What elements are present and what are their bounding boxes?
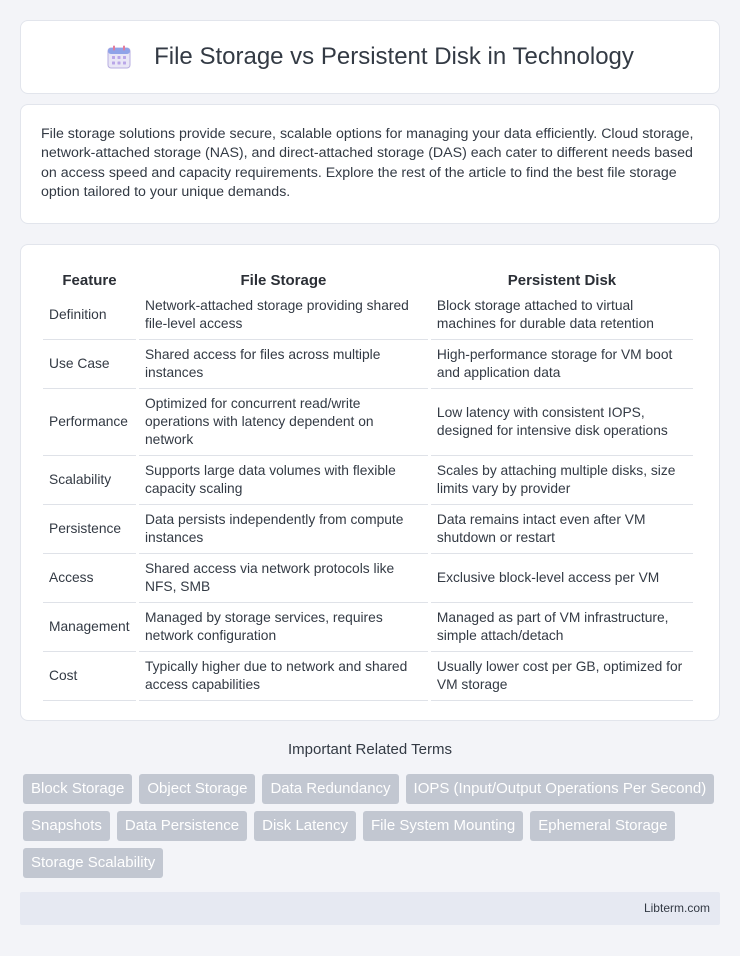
file-storage-cell: Shared access via network protocols like NFS, SMB xyxy=(139,554,428,603)
file-storage-cell: Data persists independently from compute instances xyxy=(139,505,428,554)
related-terms-title: Important Related Terms xyxy=(288,741,452,758)
feature-cell: Persistence xyxy=(43,505,136,554)
related-terms-list xyxy=(23,774,723,878)
feature-cell: Definition xyxy=(43,291,136,340)
table-row xyxy=(43,340,693,389)
table-row xyxy=(43,554,693,603)
feature-cell: Cost xyxy=(43,652,136,701)
footer xyxy=(20,892,720,925)
tag-iops[interactable]: IOPS (Input/Output Operations Per Second) xyxy=(406,774,715,804)
persistent-disk-cell: Managed as part of VM infrastructure, simple attach/detach xyxy=(431,603,693,652)
tag-file-system-mounting[interactable]: File System Mounting xyxy=(363,811,523,841)
footer-link[interactable]: Libterm.com xyxy=(643,901,710,915)
column-header-file-storage: File Storage xyxy=(240,271,327,289)
calendar-icon xyxy=(106,44,132,70)
feature-cell: Scalability xyxy=(43,456,136,505)
table-row xyxy=(43,603,693,652)
file-storage-cell: Network-attached storage providing shared file-level access xyxy=(139,291,428,340)
table-row xyxy=(43,505,693,554)
file-storage-cell: Managed by storage services, requires network configuration xyxy=(139,603,428,652)
feature-cell: Management xyxy=(43,603,136,652)
tag-disk-latency[interactable]: Disk Latency xyxy=(254,811,356,841)
feature-cell: Access xyxy=(43,554,136,603)
file-storage-cell: Supports large data volumes with flexible capacity scaling xyxy=(139,456,428,505)
page-title: File Storage vs Persistent Disk in Technology xyxy=(154,43,634,70)
table-row xyxy=(43,456,693,505)
table-row xyxy=(43,291,693,340)
tag-storage-scalability[interactable]: Storage Scalability xyxy=(23,848,163,878)
comparison-table xyxy=(40,265,696,701)
feature-cell: Performance xyxy=(43,389,136,456)
file-storage-cell: Typically higher due to network and shared access capabilities xyxy=(139,652,428,701)
tag-ephemeral-storage[interactable]: Ephemeral Storage xyxy=(530,811,675,841)
column-header-feature: Feature xyxy=(62,271,117,289)
persistent-disk-cell: Scales by attaching multiple disks, size limits vary by provider xyxy=(431,456,693,505)
tag-block-storage[interactable]: Block Storage xyxy=(23,774,132,804)
persistent-disk-cell: Data remains intact even after VM shutdown or restart xyxy=(431,505,693,554)
column-header-persistent-disk: Persistent Disk xyxy=(507,271,617,289)
intro-text: File storage solutions provide secure, scalable options for managing your data efficiently. Cloud storage, network-attached storage (NAS), and direct-attached storage (DAS) each cater to different needs based on access speed and capacity requirements. Explore the rest of the article to find the best file storage option tailored to your unique demands. xyxy=(41,126,694,201)
tag-data-redundancy[interactable]: Data Redundancy xyxy=(262,774,398,804)
feature-cell: Use Case xyxy=(43,340,136,389)
file-storage-cell: Shared access for files across multiple instances xyxy=(139,340,428,389)
persistent-disk-cell: Exclusive block-level access per VM xyxy=(431,554,693,603)
tag-data-persistence[interactable]: Data Persistence xyxy=(117,811,247,841)
persistent-disk-cell: Low latency with consistent IOPS, designed for intensive disk operations xyxy=(431,389,693,456)
tag-snapshots[interactable]: Snapshots xyxy=(23,811,110,841)
table-header-row xyxy=(43,265,693,291)
title-card xyxy=(20,20,720,94)
table-row xyxy=(43,652,693,701)
persistent-disk-cell: Usually lower cost per GB, optimized for VM storage xyxy=(431,652,693,701)
intro-card xyxy=(20,104,720,224)
table-row xyxy=(43,389,693,456)
persistent-disk-cell: High-performance storage for VM boot and application data xyxy=(431,340,693,389)
tag-object-storage[interactable]: Object Storage xyxy=(139,774,255,804)
file-storage-cell: Optimized for concurrent read/write operations with latency dependent on network xyxy=(139,389,428,456)
comparison-card xyxy=(20,244,720,721)
persistent-disk-cell: Block storage attached to virtual machines for durable data retention xyxy=(431,291,693,340)
